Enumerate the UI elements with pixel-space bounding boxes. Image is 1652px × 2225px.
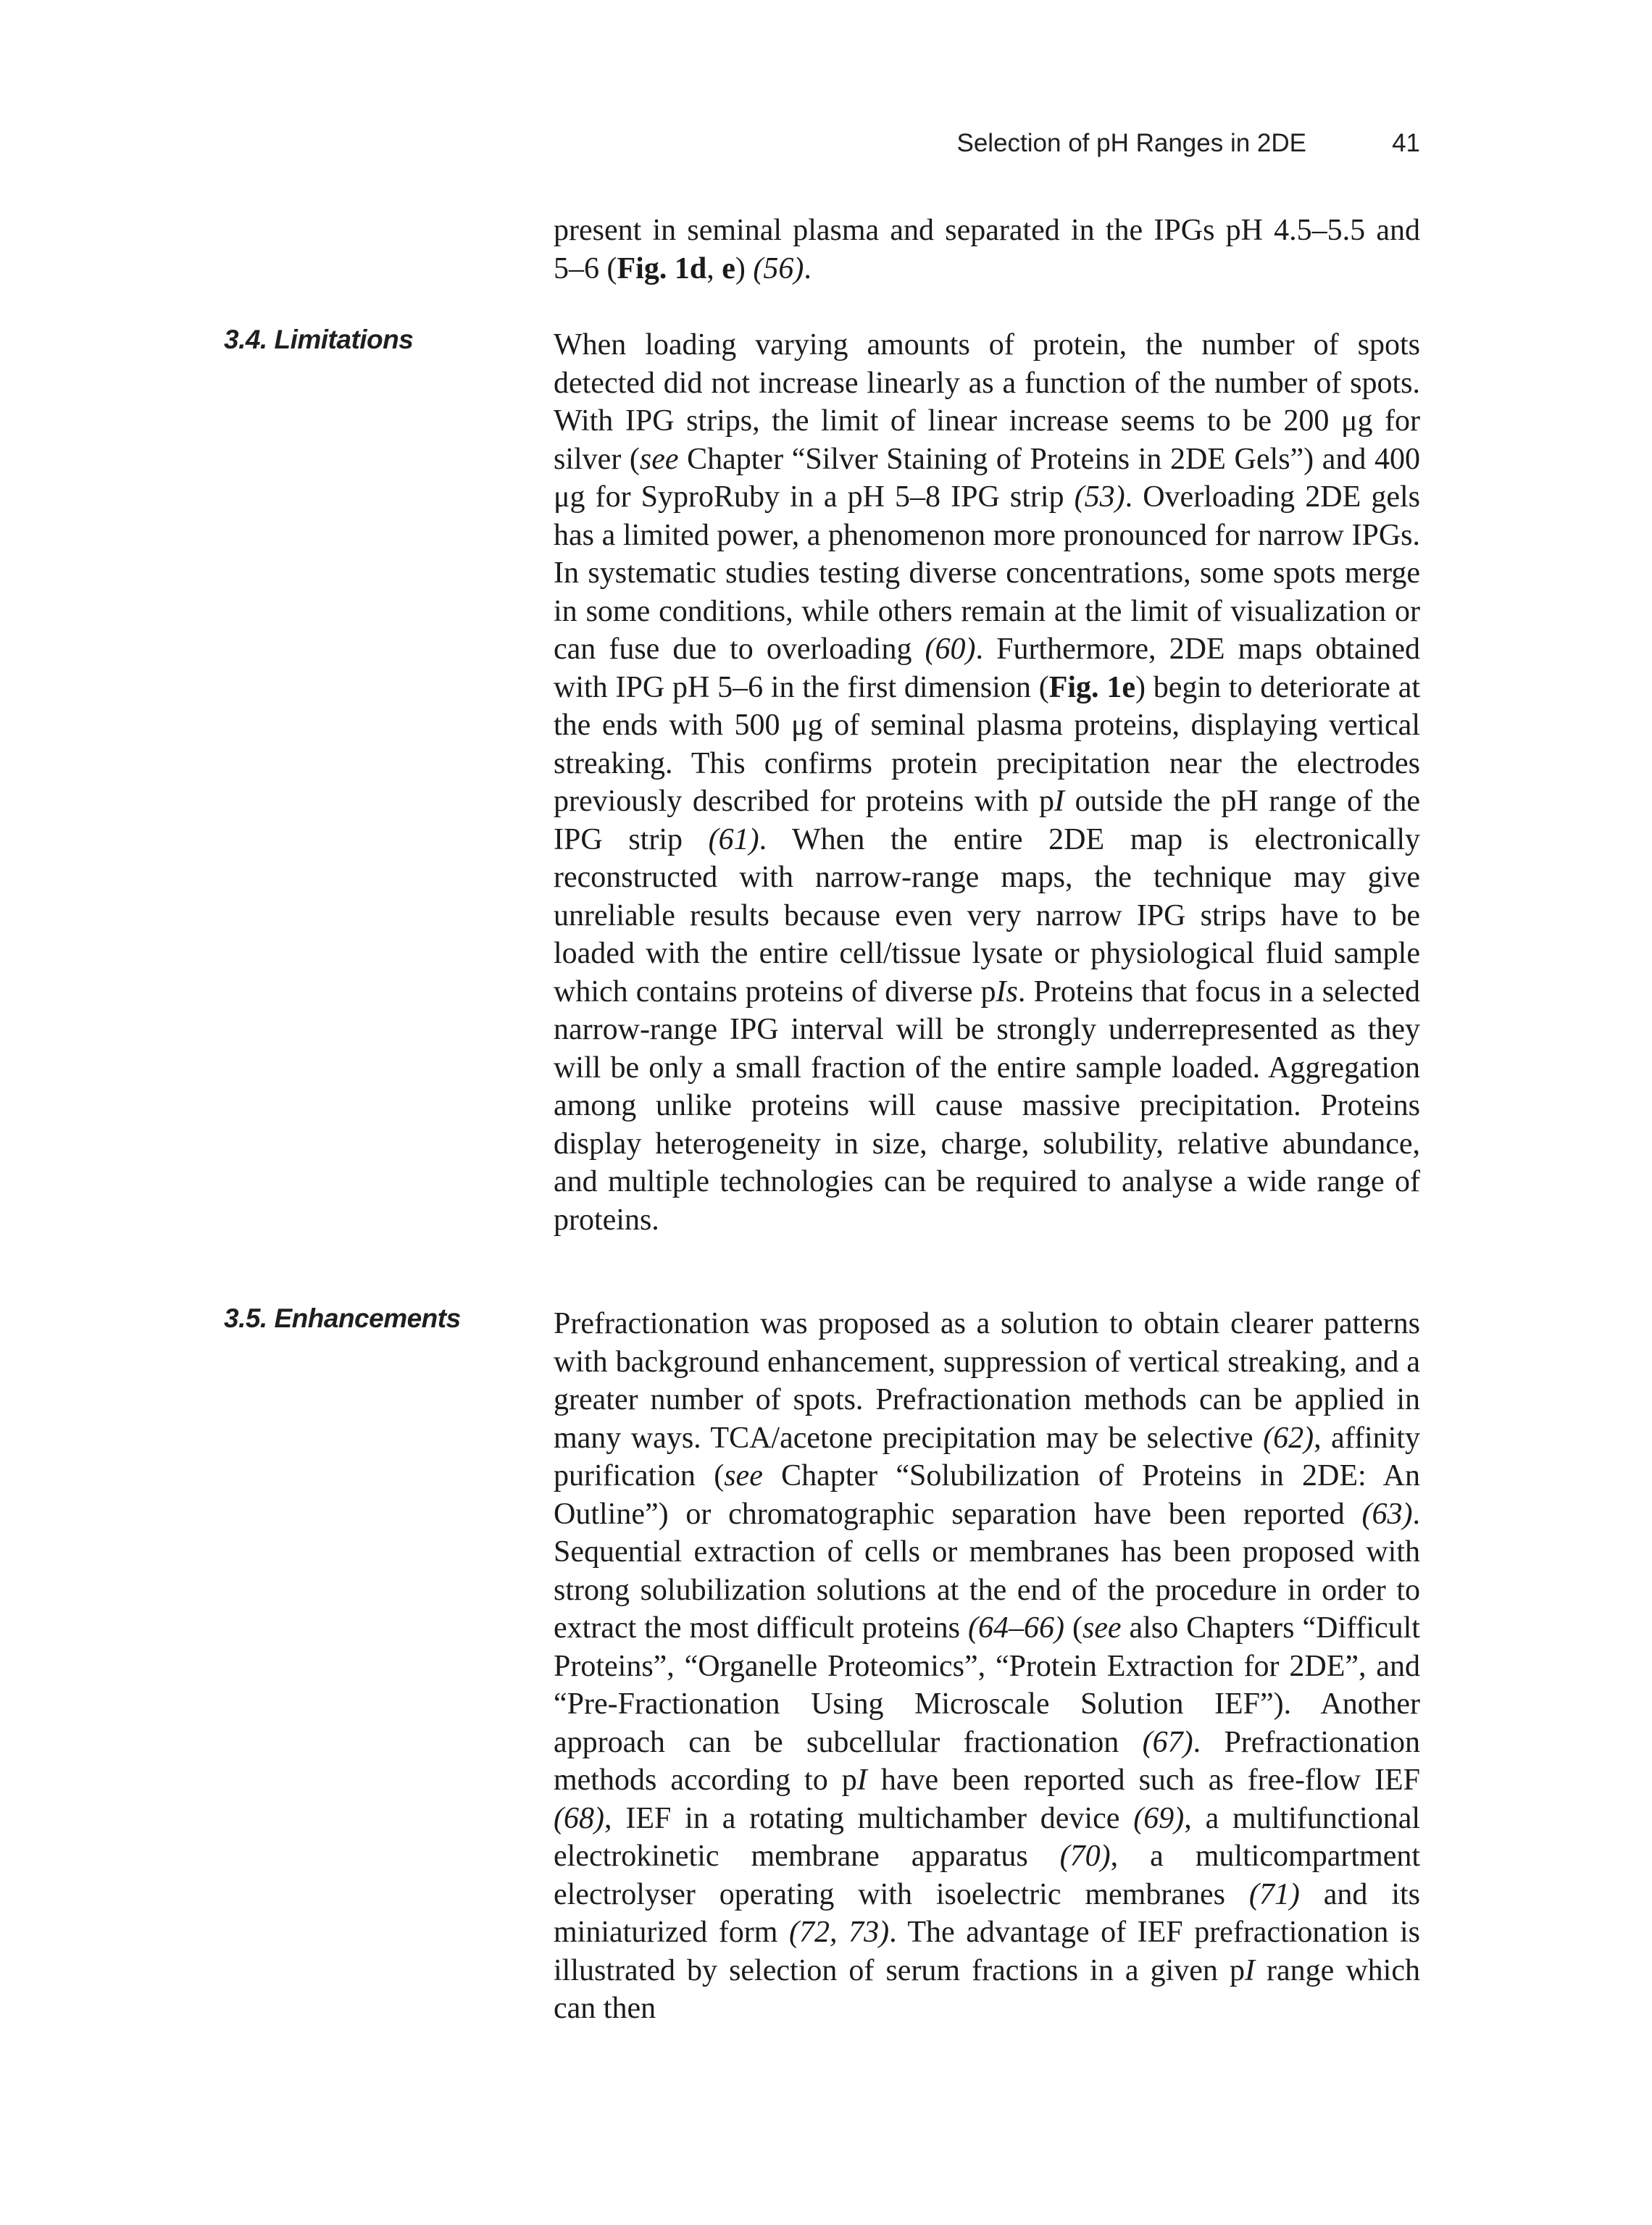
citation: (70) [1059,1840,1111,1873]
figure-reference: e [722,251,735,285]
text-run: outside the pH range of the IPG strip [554,785,1420,856]
running-title: Selection of pH Ranges in 2DE [956,129,1306,157]
text-run: have been reported such as free-flow IEF [867,1763,1420,1797]
text-run: and its miniaturized form [554,1877,1420,1949]
citation: (67) [1142,1725,1193,1759]
figure-reference: Fig. 1e [1048,670,1135,704]
text-run: , a multicompartment electrolyser operating with isoelectric membranes [554,1840,1421,1911]
text-run: . Prefractionation methods according to p [554,1725,1421,1797]
symbol-pi: I [1244,1953,1255,1987]
text-run: also Chapters “Difficult Proteins”, “Organelle Proteomics”, “Protein Extraction for 2DE”, and “Pre-Fractionation Using Microscale Solution IEF”). Another approach can be subcellular fractionation [554,1611,1420,1759]
citation: (61) [708,822,759,856]
continuation-paragraph [554,212,1420,288]
text-run: Chapter “Solubilization of Proteins in 2DE: An Outline”) or chromatographic separation have been reported [554,1459,1420,1531]
citation: (71) [1248,1877,1300,1911]
citation: (72, 73) [789,1916,890,1949]
see-reference: see [724,1459,763,1493]
text-run: present in seminal plasma and separated in the IPGs pH 4.5–5.5 and 5–6 ( [554,214,1420,285]
symbol-pi: I [856,1763,867,1797]
text-run: When loading varying amounts of protein, the number of spots detected did not increase linearly as a function of the number of spots. With IPG strips, the limit of linear increase seems to be 200 μg for silver ( [554,328,1420,476]
citation: (53) [1074,480,1125,514]
text-run: . [804,251,812,285]
enhancements-paragraph [554,1305,1420,2028]
citation: (60) [925,633,976,666]
limitations-paragraph [554,326,1420,1239]
text-run: Chapter “Silver Staining of Proteins in 2DE Gels”) and 400 μg for SyproRuby in a pH 5–8 IPG strip [554,442,1421,514]
text-run: Prefractionation was proposed as a solution to obtain clearer patterns with background enhancement, suppression of vertical streaking, and a greater number of spots. Prefractionation methods can be applied in many ways. TCA/acetone precipitation may be selective [554,1307,1420,1455]
running-head [869,129,1420,165]
page-number: 41 [1392,129,1420,157]
text-run: ) begin to deteriorate at the ends with 500 μg of seminal plasma proteins, displaying vertical streaking. This confirms protein precipitation near the electrodes previously described for proteins with p [554,670,1421,818]
citation: (63) [1361,1497,1413,1531]
text-run: . Overloading 2DE gels has a limited power, a phenomenon more pronounced for narrow IPGs. In systematic studies testing diverse concentrations, some spots merge in some conditions, while others remain at the limit of visualization or can fuse due to overloading [554,480,1420,666]
citation: (69) [1133,1801,1185,1835]
text-run: , affinity purification ( [554,1421,1420,1493]
text-run: . Furthermore, 2DE maps obtained with IPG pH 5–6 in the first dimension ( [554,633,1420,704]
text-run: , IEF in a rotating multichamber device [604,1801,1134,1835]
text-run: ( [1064,1611,1082,1645]
text-run: range which can then [554,1953,1420,2025]
citation: (64–66) [967,1611,1064,1645]
citation: (56) [753,251,804,285]
text-run: . Proteins that focus in a selected narrow-range IPG interval will be strongly underrepresented as they will be only a small fraction of the entire sample loaded. Aggregation among unlike proteins will cause massive precipitation. Proteins display heterogeneity in size, charge, solubility, relative abundance, and multiple technologies can be required to analyse a wide range of proteins. [554,974,1420,1237]
text-run: . Sequential extraction of cells or membranes has been proposed with strong solubilization solutions at the end of the procedure in order to extract the most difficult proteins [554,1497,1420,1645]
text-run: . The advantage of IEF prefractionation is illustrated by selection of serum fractions in a given p [554,1916,1420,1987]
see-reference: see [639,442,679,476]
section-heading-enhancements: 3.5. Enhancements [224,1303,461,1333]
text-run: , [706,251,722,285]
citation: (68) [554,1801,604,1835]
text-run: , a multifunctional electrokinetic membrane apparatus [554,1801,1421,1873]
text-run: . When the entire 2DE map is electronically reconstructed with narrow-range maps, the technique may give unreliable results because even very narrow IPG strips have to be loaded with the entire cell/tissue lysate or physiological fluid sample which contains proteins of diverse p [554,822,1420,1009]
citation: (62) [1263,1421,1314,1455]
figure-reference: Fig. 1d [617,251,707,285]
section-heading-limitations: 3.4. Limitations [224,325,414,354]
symbol-pis: Is [996,974,1018,1009]
text-run: ) [735,251,754,285]
symbol-pi: I [1054,785,1065,818]
see-reference: see [1082,1611,1122,1645]
